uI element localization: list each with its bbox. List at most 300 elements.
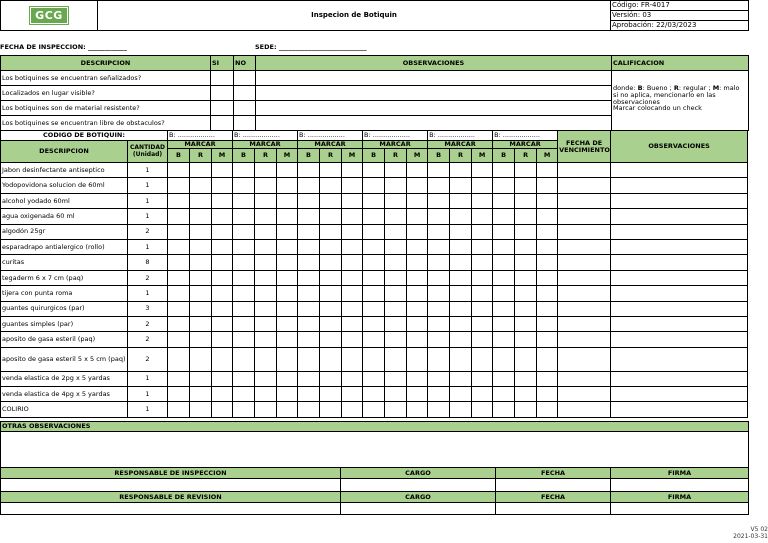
rating-checkbox[interactable] (255, 193, 277, 208)
rating-checkbox[interactable] (450, 371, 472, 386)
botiquin-code-4[interactable]: B: .................. (363, 131, 428, 141)
rating-checkbox[interactable] (472, 193, 493, 208)
rating-checkbox[interactable] (407, 224, 428, 239)
rating-checkbox[interactable] (428, 387, 450, 402)
rating-checkbox[interactable] (515, 301, 537, 316)
rating-checkbox[interactable] (277, 255, 298, 270)
cargo-field[interactable] (341, 503, 496, 515)
rating-checkbox[interactable] (277, 371, 298, 386)
rating-checkbox[interactable] (298, 209, 320, 224)
rating-checkbox[interactable] (212, 402, 233, 417)
rating-checkbox[interactable] (255, 286, 277, 301)
rating-checkbox[interactable] (255, 255, 277, 270)
rating-checkbox[interactable] (298, 255, 320, 270)
expiry-date-cell[interactable] (558, 209, 611, 224)
rating-checkbox[interactable] (515, 332, 537, 347)
rating-checkbox[interactable] (342, 371, 363, 386)
rating-checkbox[interactable] (255, 402, 277, 417)
rating-checkbox[interactable] (450, 270, 472, 285)
rating-checkbox[interactable] (363, 209, 385, 224)
rating-checkbox[interactable] (428, 332, 450, 347)
observation-cell[interactable] (256, 86, 612, 101)
expiry-date-cell[interactable] (558, 239, 611, 254)
rating-checkbox[interactable] (385, 316, 407, 331)
si-checkbox[interactable] (211, 86, 234, 101)
rating-checkbox[interactable] (385, 209, 407, 224)
rating-checkbox[interactable] (298, 301, 320, 316)
no-checkbox[interactable] (234, 101, 256, 116)
expiry-date-cell[interactable] (558, 402, 611, 417)
rating-checkbox[interactable] (450, 316, 472, 331)
rating-checkbox[interactable] (428, 301, 450, 316)
item-observation-cell[interactable] (611, 402, 748, 417)
rating-checkbox[interactable] (450, 402, 472, 417)
botiquin-code-5[interactable]: B: .................. (428, 131, 493, 141)
rating-checkbox[interactable] (190, 332, 212, 347)
rating-checkbox[interactable] (212, 224, 233, 239)
rating-checkbox[interactable] (233, 387, 255, 402)
rating-checkbox[interactable] (298, 239, 320, 254)
rating-checkbox[interactable] (385, 163, 407, 178)
rating-checkbox[interactable] (407, 316, 428, 331)
rating-checkbox[interactable] (320, 371, 342, 386)
rating-checkbox[interactable] (385, 301, 407, 316)
rating-checkbox[interactable] (515, 163, 537, 178)
rating-checkbox[interactable] (233, 270, 255, 285)
rating-checkbox[interactable] (515, 347, 537, 371)
rating-checkbox[interactable] (233, 209, 255, 224)
rating-checkbox[interactable] (385, 239, 407, 254)
rating-checkbox[interactable] (472, 224, 493, 239)
rating-checkbox[interactable] (298, 193, 320, 208)
fecha-inspeccion-field[interactable]: FECHA DE INSPECCION: ____________ (0, 43, 128, 51)
rating-checkbox[interactable] (407, 347, 428, 371)
rating-checkbox[interactable] (493, 286, 515, 301)
cargo-field[interactable] (341, 479, 496, 492)
rating-checkbox[interactable] (212, 347, 233, 371)
rating-checkbox[interactable] (320, 402, 342, 417)
rating-checkbox[interactable] (450, 255, 472, 270)
rating-checkbox[interactable] (385, 402, 407, 417)
rating-checkbox[interactable] (385, 332, 407, 347)
rating-checkbox[interactable] (255, 316, 277, 331)
rating-checkbox[interactable] (298, 347, 320, 371)
rating-checkbox[interactable] (342, 301, 363, 316)
rating-checkbox[interactable] (212, 332, 233, 347)
rating-checkbox[interactable] (168, 316, 190, 331)
rating-checkbox[interactable] (450, 347, 472, 371)
rating-checkbox[interactable] (537, 402, 558, 417)
expiry-date-cell[interactable] (558, 286, 611, 301)
rating-checkbox[interactable] (537, 209, 558, 224)
rating-checkbox[interactable] (537, 178, 558, 193)
botiquin-code-3[interactable]: B: .................. (298, 131, 363, 141)
rating-checkbox[interactable] (363, 301, 385, 316)
rating-checkbox[interactable] (428, 239, 450, 254)
rating-checkbox[interactable] (277, 402, 298, 417)
rating-checkbox[interactable] (407, 387, 428, 402)
item-observation-cell[interactable] (611, 301, 748, 316)
rating-checkbox[interactable] (363, 270, 385, 285)
resp-revision-field[interactable] (1, 503, 341, 515)
rating-checkbox[interactable] (233, 371, 255, 386)
rating-checkbox[interactable] (212, 387, 233, 402)
botiquin-code-6[interactable]: B: .................. (493, 131, 558, 141)
item-observation-cell[interactable] (611, 209, 748, 224)
rating-checkbox[interactable] (450, 332, 472, 347)
rating-checkbox[interactable] (407, 402, 428, 417)
rating-checkbox[interactable] (190, 209, 212, 224)
item-observation-cell[interactable] (611, 224, 748, 239)
rating-checkbox[interactable] (277, 332, 298, 347)
rating-checkbox[interactable] (233, 178, 255, 193)
rating-checkbox[interactable] (493, 178, 515, 193)
rating-checkbox[interactable] (298, 371, 320, 386)
expiry-date-cell[interactable] (558, 270, 611, 285)
rating-checkbox[interactable] (320, 387, 342, 402)
rating-checkbox[interactable] (212, 193, 233, 208)
rating-checkbox[interactable] (472, 286, 493, 301)
rating-checkbox[interactable] (472, 301, 493, 316)
item-observation-cell[interactable] (611, 316, 748, 331)
rating-checkbox[interactable] (190, 387, 212, 402)
rating-checkbox[interactable] (190, 371, 212, 386)
rating-checkbox[interactable] (255, 270, 277, 285)
rating-checkbox[interactable] (537, 387, 558, 402)
rating-checkbox[interactable] (320, 178, 342, 193)
rating-checkbox[interactable] (493, 209, 515, 224)
rating-checkbox[interactable] (342, 286, 363, 301)
rating-checkbox[interactable] (515, 255, 537, 270)
rating-checkbox[interactable] (472, 239, 493, 254)
expiry-date-cell[interactable] (558, 163, 611, 178)
rating-checkbox[interactable] (428, 286, 450, 301)
rating-checkbox[interactable] (190, 178, 212, 193)
rating-checkbox[interactable] (428, 178, 450, 193)
rating-checkbox[interactable] (385, 224, 407, 239)
rating-checkbox[interactable] (537, 255, 558, 270)
observation-cell[interactable] (256, 116, 612, 131)
expiry-date-cell[interactable] (558, 193, 611, 208)
rating-checkbox[interactable] (363, 178, 385, 193)
rating-checkbox[interactable] (168, 270, 190, 285)
rating-checkbox[interactable] (428, 209, 450, 224)
rating-checkbox[interactable] (320, 239, 342, 254)
rating-checkbox[interactable] (407, 371, 428, 386)
rating-checkbox[interactable] (277, 316, 298, 331)
rating-checkbox[interactable] (277, 301, 298, 316)
rating-checkbox[interactable] (515, 178, 537, 193)
rating-checkbox[interactable] (407, 209, 428, 224)
rating-checkbox[interactable] (428, 224, 450, 239)
rating-checkbox[interactable] (168, 402, 190, 417)
rating-checkbox[interactable] (320, 224, 342, 239)
item-observation-cell[interactable] (611, 239, 748, 254)
rating-checkbox[interactable] (342, 255, 363, 270)
expiry-date-cell[interactable] (558, 301, 611, 316)
rating-checkbox[interactable] (342, 347, 363, 371)
rating-checkbox[interactable] (385, 193, 407, 208)
rating-checkbox[interactable] (450, 224, 472, 239)
rating-checkbox[interactable] (277, 387, 298, 402)
rating-checkbox[interactable] (168, 193, 190, 208)
rating-checkbox[interactable] (212, 286, 233, 301)
rating-checkbox[interactable] (255, 371, 277, 386)
observation-cell[interactable] (256, 71, 612, 86)
rating-checkbox[interactable] (298, 286, 320, 301)
rating-checkbox[interactable] (168, 286, 190, 301)
rating-checkbox[interactable] (168, 178, 190, 193)
rating-checkbox[interactable] (515, 270, 537, 285)
rating-checkbox[interactable] (363, 255, 385, 270)
rating-checkbox[interactable] (233, 239, 255, 254)
rating-checkbox[interactable] (515, 387, 537, 402)
rating-checkbox[interactable] (277, 178, 298, 193)
rating-checkbox[interactable] (168, 239, 190, 254)
rating-checkbox[interactable] (212, 270, 233, 285)
rating-checkbox[interactable] (537, 316, 558, 331)
rating-checkbox[interactable] (407, 270, 428, 285)
rating-checkbox[interactable] (363, 193, 385, 208)
rating-checkbox[interactable] (537, 332, 558, 347)
si-checkbox[interactable] (211, 101, 234, 116)
rating-checkbox[interactable] (233, 402, 255, 417)
rating-checkbox[interactable] (450, 178, 472, 193)
rating-checkbox[interactable] (385, 347, 407, 371)
expiry-date-cell[interactable] (558, 387, 611, 402)
rating-checkbox[interactable] (298, 332, 320, 347)
rating-checkbox[interactable] (190, 193, 212, 208)
rating-checkbox[interactable] (190, 316, 212, 331)
rating-checkbox[interactable] (212, 301, 233, 316)
rating-checkbox[interactable] (493, 163, 515, 178)
rating-checkbox[interactable] (212, 163, 233, 178)
rating-checkbox[interactable] (385, 178, 407, 193)
rating-checkbox[interactable] (342, 402, 363, 417)
rating-checkbox[interactable] (277, 286, 298, 301)
rating-checkbox[interactable] (277, 270, 298, 285)
rating-checkbox[interactable] (363, 387, 385, 402)
rating-checkbox[interactable] (342, 163, 363, 178)
no-checkbox[interactable] (234, 71, 256, 86)
expiry-date-cell[interactable] (558, 178, 611, 193)
rating-checkbox[interactable] (168, 255, 190, 270)
expiry-date-cell[interactable] (558, 347, 611, 371)
rating-checkbox[interactable] (168, 371, 190, 386)
rating-checkbox[interactable] (233, 193, 255, 208)
rating-checkbox[interactable] (233, 347, 255, 371)
rating-checkbox[interactable] (450, 387, 472, 402)
rating-checkbox[interactable] (450, 239, 472, 254)
rating-checkbox[interactable] (407, 301, 428, 316)
rating-checkbox[interactable] (255, 209, 277, 224)
rating-checkbox[interactable] (320, 193, 342, 208)
rating-checkbox[interactable] (493, 402, 515, 417)
rating-checkbox[interactable] (407, 332, 428, 347)
rating-checkbox[interactable] (298, 316, 320, 331)
rating-checkbox[interactable] (190, 163, 212, 178)
rating-checkbox[interactable] (212, 209, 233, 224)
item-observation-cell[interactable] (611, 193, 748, 208)
rating-checkbox[interactable] (277, 193, 298, 208)
rating-checkbox[interactable] (537, 239, 558, 254)
rating-checkbox[interactable] (168, 224, 190, 239)
rating-checkbox[interactable] (472, 209, 493, 224)
rating-checkbox[interactable] (255, 163, 277, 178)
rating-checkbox[interactable] (428, 371, 450, 386)
observation-cell[interactable] (256, 101, 612, 116)
rating-checkbox[interactable] (493, 224, 515, 239)
rating-checkbox[interactable] (472, 316, 493, 331)
rating-checkbox[interactable] (342, 316, 363, 331)
rating-checkbox[interactable] (168, 332, 190, 347)
rating-checkbox[interactable] (168, 209, 190, 224)
rating-checkbox[interactable] (385, 286, 407, 301)
rating-checkbox[interactable] (255, 332, 277, 347)
rating-checkbox[interactable] (363, 286, 385, 301)
rating-checkbox[interactable] (493, 239, 515, 254)
rating-checkbox[interactable] (320, 332, 342, 347)
rating-checkbox[interactable] (493, 193, 515, 208)
rating-checkbox[interactable] (385, 270, 407, 285)
rating-checkbox[interactable] (428, 347, 450, 371)
rating-checkbox[interactable] (320, 286, 342, 301)
rating-checkbox[interactable] (255, 224, 277, 239)
rating-checkbox[interactable] (385, 371, 407, 386)
rating-checkbox[interactable] (515, 209, 537, 224)
rating-checkbox[interactable] (190, 347, 212, 371)
item-observation-cell[interactable] (611, 255, 748, 270)
rating-checkbox[interactable] (190, 301, 212, 316)
rating-checkbox[interactable] (472, 387, 493, 402)
rating-checkbox[interactable] (450, 286, 472, 301)
rating-checkbox[interactable] (428, 255, 450, 270)
rating-checkbox[interactable] (320, 347, 342, 371)
rating-checkbox[interactable] (255, 239, 277, 254)
rating-checkbox[interactable] (233, 163, 255, 178)
rating-checkbox[interactable] (363, 332, 385, 347)
rating-checkbox[interactable] (515, 239, 537, 254)
rating-checkbox[interactable] (342, 239, 363, 254)
rating-checkbox[interactable] (450, 301, 472, 316)
rating-checkbox[interactable] (537, 224, 558, 239)
rating-checkbox[interactable] (363, 163, 385, 178)
no-checkbox[interactable] (234, 116, 256, 131)
rating-checkbox[interactable] (320, 316, 342, 331)
rating-checkbox[interactable] (428, 270, 450, 285)
fecha-field[interactable] (496, 503, 611, 515)
expiry-date-cell[interactable] (558, 316, 611, 331)
rating-checkbox[interactable] (342, 270, 363, 285)
rating-checkbox[interactable] (493, 387, 515, 402)
rating-checkbox[interactable] (168, 387, 190, 402)
rating-checkbox[interactable] (472, 332, 493, 347)
rating-checkbox[interactable] (320, 255, 342, 270)
rating-checkbox[interactable] (493, 255, 515, 270)
rating-checkbox[interactable] (168, 163, 190, 178)
rating-checkbox[interactable] (363, 347, 385, 371)
item-observation-cell[interactable] (611, 332, 748, 347)
expiry-date-cell[interactable] (558, 371, 611, 386)
rating-checkbox[interactable] (515, 224, 537, 239)
rating-checkbox[interactable] (537, 347, 558, 371)
rating-checkbox[interactable] (407, 178, 428, 193)
rating-checkbox[interactable] (342, 193, 363, 208)
rating-checkbox[interactable] (212, 239, 233, 254)
rating-checkbox[interactable] (428, 193, 450, 208)
rating-checkbox[interactable] (515, 193, 537, 208)
rating-checkbox[interactable] (190, 270, 212, 285)
rating-checkbox[interactable] (450, 193, 472, 208)
rating-checkbox[interactable] (450, 209, 472, 224)
rating-checkbox[interactable] (407, 255, 428, 270)
rating-checkbox[interactable] (298, 178, 320, 193)
rating-checkbox[interactable] (407, 286, 428, 301)
rating-checkbox[interactable] (320, 301, 342, 316)
sede-field[interactable]: SEDE: ___________________________ (255, 43, 367, 51)
rating-checkbox[interactable] (428, 316, 450, 331)
rating-checkbox[interactable] (190, 239, 212, 254)
rating-checkbox[interactable] (493, 316, 515, 331)
item-observation-cell[interactable] (611, 178, 748, 193)
rating-checkbox[interactable] (255, 347, 277, 371)
item-observation-cell[interactable] (611, 347, 748, 371)
rating-checkbox[interactable] (472, 270, 493, 285)
rating-checkbox[interactable] (537, 270, 558, 285)
rating-checkbox[interactable] (342, 209, 363, 224)
item-observation-cell[interactable] (611, 270, 748, 285)
rating-checkbox[interactable] (298, 163, 320, 178)
rating-checkbox[interactable] (255, 178, 277, 193)
rating-checkbox[interactable] (537, 193, 558, 208)
rating-checkbox[interactable] (363, 239, 385, 254)
botiquin-code-1[interactable]: B: .................. (168, 131, 233, 141)
rating-checkbox[interactable] (472, 178, 493, 193)
rating-checkbox[interactable] (385, 387, 407, 402)
rating-checkbox[interactable] (277, 239, 298, 254)
item-observation-cell[interactable] (611, 387, 748, 402)
fecha-field[interactable] (496, 479, 611, 492)
rating-checkbox[interactable] (298, 270, 320, 285)
rating-checkbox[interactable] (407, 239, 428, 254)
rating-checkbox[interactable] (407, 193, 428, 208)
item-observation-cell[interactable] (611, 371, 748, 386)
rating-checkbox[interactable] (320, 270, 342, 285)
rating-checkbox[interactable] (277, 347, 298, 371)
otras-observaciones-field[interactable] (1, 432, 749, 468)
rating-checkbox[interactable] (363, 371, 385, 386)
rating-checkbox[interactable] (168, 301, 190, 316)
rating-checkbox[interactable] (168, 347, 190, 371)
rating-checkbox[interactable] (320, 209, 342, 224)
firma-field[interactable] (611, 479, 749, 492)
rating-checkbox[interactable] (515, 371, 537, 386)
rating-checkbox[interactable] (277, 224, 298, 239)
expiry-date-cell[interactable] (558, 255, 611, 270)
rating-checkbox[interactable] (233, 224, 255, 239)
rating-checkbox[interactable] (493, 332, 515, 347)
rating-checkbox[interactable] (233, 255, 255, 270)
botiquin-code-2[interactable]: B: .................. (233, 131, 298, 141)
rating-checkbox[interactable] (515, 402, 537, 417)
rating-checkbox[interactable] (515, 286, 537, 301)
rating-checkbox[interactable] (537, 371, 558, 386)
rating-checkbox[interactable] (277, 163, 298, 178)
item-observation-cell[interactable] (611, 286, 748, 301)
rating-checkbox[interactable] (385, 255, 407, 270)
rating-checkbox[interactable] (537, 301, 558, 316)
rating-checkbox[interactable] (233, 332, 255, 347)
